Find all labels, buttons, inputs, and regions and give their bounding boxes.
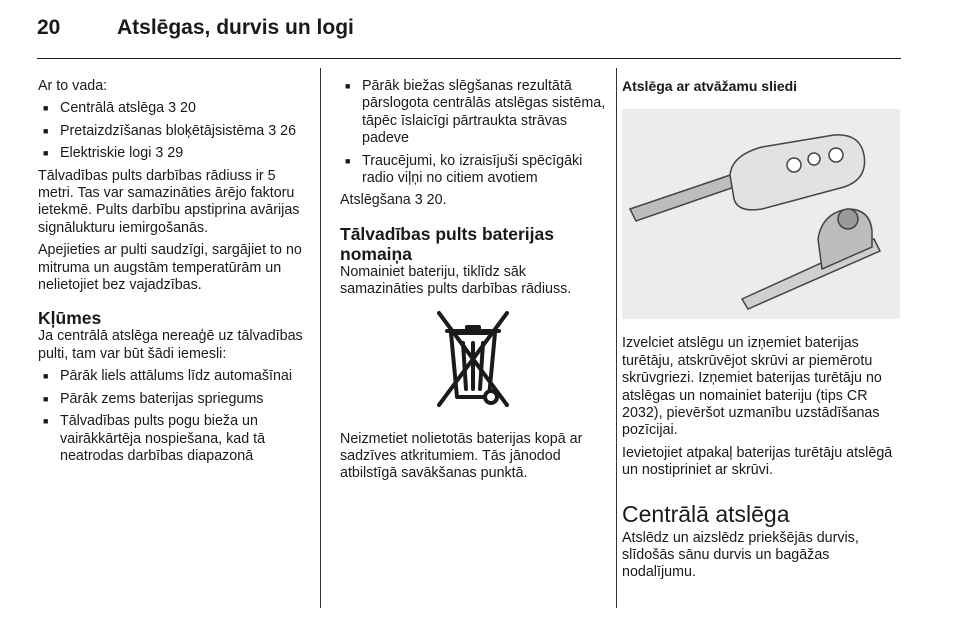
- list-item: ■ Pārāk zems baterijas spriegums: [42, 391, 306, 408]
- arrow-icon: 3: [155, 145, 164, 162]
- crossed-bin-icon: [340, 309, 606, 421]
- key-icon: [630, 135, 865, 221]
- list-item[interactable]: ■ Elektriskie logi 3 29: [42, 145, 306, 162]
- list-item: ■ Traucējumi, ko izraisījuši spēcīgāki radio viļņi no citiem avotiem: [344, 153, 606, 188]
- arrow-icon: 3: [414, 192, 423, 209]
- reasons-list: [38, 368, 306, 465]
- list-item[interactable]: ■ Pretaizdzīšanas bloķētājsistēma 3 26: [42, 123, 306, 140]
- range-text: Tālvadības pults darbības rādiuss ir 5 metri. Tas var samazināties ārējo faktoru ietekmē. Pults darbību apstiprina avārijas signālukturu iemirgošanās.: [38, 167, 300, 236]
- section-heading-faults: Kļūmes: [38, 308, 102, 329]
- reasons-list-continued: [340, 78, 606, 187]
- column-divider: [320, 68, 321, 608]
- battery-holder-icon: [742, 209, 880, 309]
- column-middle: [340, 78, 606, 488]
- central-lock-heading: Centrālā atslēga: [622, 500, 790, 527]
- arrow-icon: 3: [168, 100, 177, 117]
- disposal-text: Neizmetiet nolietotās baterijas kopā ar sadzīves atkritumiem. Tās jānodod atbilstīgā savākšanas punktā.: [340, 430, 583, 482]
- column-left: [38, 78, 306, 470]
- page-header: [37, 16, 354, 48]
- key-figure: [622, 109, 900, 319]
- column-divider: [616, 68, 617, 608]
- header-rule: [37, 58, 901, 59]
- care-text: Apejieties ar pulti saudzīgi, sargājiet to no mitruma un augstām temperatūrām un nelietojiet bez vajadzības.: [38, 242, 302, 294]
- section-heading-battery: Tālvadības pults baterijas nomaiņa: [340, 223, 554, 264]
- intro-text: Ar to vada:: [38, 78, 108, 94]
- list-item: ■ Tālvadības pults pogu bieža un vairākkārtēja nospiešana, kad tā neatrodas darbības diapazonā: [42, 413, 306, 465]
- page-number: 20: [37, 16, 61, 39]
- lock-reference[interactable]: Atslēgšana 3 20.: [340, 192, 447, 209]
- battery-text: Nomainiet bateriju, tiklīdz sāk samazināties pults darbības rādiuss.: [340, 263, 572, 298]
- list-item: ■ Pārāk biežas slēgšanas rezultātā pārslogota centrālās atslēgas sistēma, tāpēc īslaicīgi pārtraukta strāvas padeve: [344, 78, 606, 148]
- page-title: Atslēgas, durvis un logi: [117, 16, 354, 39]
- list-item: ■ Pārāk liels attālums līdz automašīnai: [42, 368, 306, 385]
- list-item[interactable]: ■ Centrālā atslēga 3 20: [42, 100, 306, 117]
- function-list: [38, 100, 306, 162]
- key-section-heading: Atslēga ar atvāžamu sliedi: [622, 78, 798, 94]
- remove-battery-text: Izvelciet atslēgu un izņemiet baterijas turētāju, atskrūvējot skrūvi ar piemērotu skrūvgriezi. Izņemiet baterijas turētāju no atslēgas un nomainiet bateriju (tips CR 2032), pievēršot uzmanību uzstādīšanas pozīcijai.: [622, 335, 882, 439]
- column-right: [622, 78, 904, 587]
- faults-intro: Ja centrālā atslēga nereaģē uz tālvadības pulti, tam var būt šādi iemesli:: [38, 328, 303, 362]
- central-lock-text: Atslēdz un aizslēdz priekšējās durvis, slīdošās sānu durvis un bagāžas nodalījumu.: [622, 529, 859, 581]
- arrow-icon: 3: [268, 122, 277, 139]
- reinsert-text: Ievietojiet atpakaļ baterijas turētāju atslēgā un nostipriniet ar skrūvi.: [622, 444, 893, 479]
